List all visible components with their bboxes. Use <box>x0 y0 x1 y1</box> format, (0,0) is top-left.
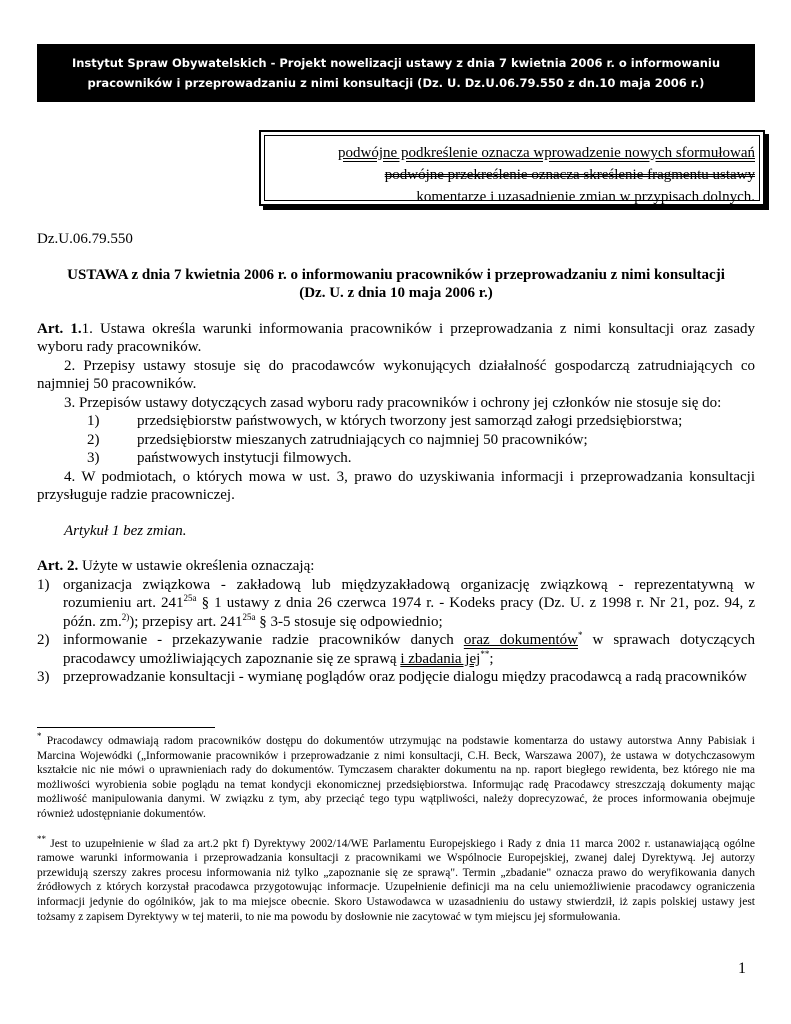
art1-comment: Artykuł 1 bez zmian. <box>64 522 187 539</box>
inserted-text: i zbadania jej <box>400 650 481 667</box>
art1-label: Art. 1. <box>37 320 82 337</box>
footnotes <box>37 731 755 924</box>
doc-title-date: (Dz. U. z dnia 10 maja 2006 r.) <box>299 285 493 301</box>
legend-strike: podwójne przekreślenie oznacza skreślenie fragmentu ustawy <box>384 167 755 183</box>
legend-underline: podwójne podkreślenie oznacza wprowadzenie nowych sformułowań <box>338 145 755 161</box>
art2-item-3: 3) przeprowadzanie konsultacji - wymianę poglądów oraz podjęcie dialogu między pracodawcą a radą pracowników <box>37 669 747 685</box>
art1-para-4: 4. W podmiotach, o których mowa w ust. 3, prawo do uzyskiwania informacji i przeprowadzania konsultacji przysługuje radzie pracowniczej. <box>37 468 755 503</box>
list-item: 1) przedsiębiorstw państwowych, w których tworzony jest samorząd załogi przedsiębiorstwa; <box>87 413 683 429</box>
art1-para-3: 3. Przepisów ustawy dotyczących zasad wyboru rady pracowników i ochrony jej członków nie stosuje się do: <box>64 394 722 411</box>
document-body <box>37 230 755 687</box>
footnote-1: * Pracodawcy odmawiają radom pracowników dostępu do dokumentów utrzymując na podstawie komentarza do ustawy autorstwa Anny Pabisiak i Marcina Wojewódki („Informowanie pracowników i przeprowadzanie z nimi konsultacji, C.H. Beck, Warszawa 2007), że ustawa w dotychczasowym kształcie nic nie mówi o uprawnieniach rady do dokumentów. Tymczasem charakter dokumentu na np. raport biegłego rewidenta, bez którego nie ma możliwości wyrobienia sobie poglądu na temat kondycji ekonomicznej przedsiębiorstwa. Informując radę Pracodawcy streszczają dokumenty mając możliwość manipulowania danymi. W związku z tym, aby przeciąć tego typu wątpliwości, należy doprecyzować, że proces informowania obejmuje również udostępnianie dokumentów. <box>37 731 755 820</box>
list-item: 3) państwowych instytucji filmowych. <box>87 450 352 466</box>
legend-box <box>259 130 765 206</box>
art2-label: Art. 2. <box>37 558 79 574</box>
inserted-text: oraz dokumentów <box>463 632 578 648</box>
art2-item-1: 1) organizacja związkowa - zakładową lub międzyzakładową organizację związkową - reprezentatywną w rozumieniu art. $241^{25a}$ § 1 ustawy z dnia 26 czerwca 1974 r. - Kodeks pracy (Dz. U. z 1998 r. Nr 21, poz. 94, z późn. zm.$^{2)}$); przepisy art. $241^{25a}$ § 3-5 stosuje się odpowiednio; <box>37 576 755 630</box>
banner-line-1: Instytut Spraw Obywatelskich - Projekt nowelizacji ustawy z dnia 7 kwietnia 2006 r. o informowaniu <box>71 56 721 70</box>
doc-title: USTAWA z dnia 7 kwietnia 2006 r. o informowaniu pracowników i przeprowadzaniu z nimi konsultacji <box>67 266 725 283</box>
art1-para-2: 2. Przepisy ustawy stosuje się do pracodawców wykonujących działalność gospodarczą zatrudniających co najmniej 50 pracowników. <box>37 357 755 392</box>
doc-reference: Dz.U.06.79.550 <box>37 231 133 247</box>
art2-item-2: 2) informowanie - przekazywanie radzie pracowników danych oraz dokumentów* w sprawach dotyczących pracodawcy umożliwiających zapoznanie się ze sprawą i zbadania jej**; <box>37 630 756 667</box>
banner-line-2: pracowników i przeprowadzaniu z nimi konsultacji (Dz. U. Dz.U.06.79.550 z dn.10 maja 2006 r.) <box>87 76 705 90</box>
footnote-2: ** Jest to uzupełnienie w ślad za art.2 pkt f) Dyrektywy 2002/14/WE Parlamentu Europejskiego i Rady z dnia 11 marca 2002 r. ustanawiającą ogólne ramowe warunki informowania i przeprowadzania konsultacji z pracownikami we Wspólnocie Europejskiej, zwanej dalej Dyrektywą. Jej autorzy przewidują szerszy zakres procesu informowania niż tylko „zapoznanie się ze sprawą". Termin „zbadanie" oznacza prawo do weryfikowania danych źródłowych z których korzystał pracodawca przygotowując informacje. Uzupełnienie definicji ma na celu uniemożliwienie pracodawcy ograniczenia informacji jedynie do ogólników, jak to ma miejsce obecnie. Skoro Ustawodawca w uzasadnieniu do ustawy stwierdził, iż zapis polskiej ustawy jest tożsamy z zapisem Dyrektywy w tej materii, to nie ma powodu by dosłownie nie zacytować w tym miejscu jej sformułowania. <box>37 833 755 923</box>
page-number: 1 <box>738 960 746 977</box>
footnote-separator <box>37 727 215 728</box>
art2-intro: Art. 2. Użyte w ustawie określenia oznaczają: <box>37 558 315 574</box>
art1-para-1: Art. 1.1. Ustawa określa warunki informowania pracowników i przeprowadzania z nimi konsultacji oraz zasady wyboru rady pracowników. <box>37 320 755 355</box>
list-item: 2) przedsiębiorstw mieszanych zatrudniających co najmniej 50 pracowników; <box>87 431 588 448</box>
header-banner <box>37 44 755 102</box>
legend-comments: komentarze i uzasadnienie zmian w przypisach dolnych. <box>416 189 755 205</box>
